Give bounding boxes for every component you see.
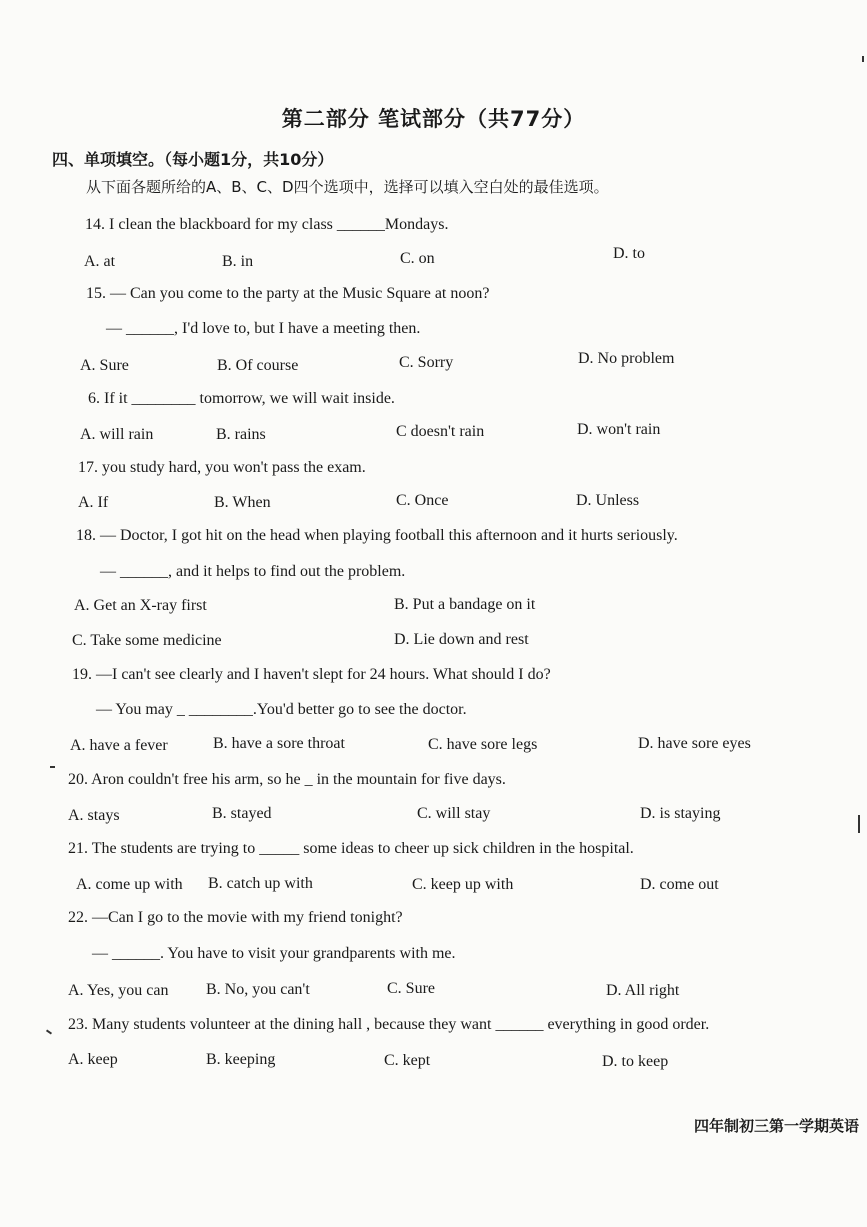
option-b: B. in: [222, 253, 254, 270]
option-a: A. Get an X-ray first: [74, 597, 207, 614]
option-c: C. kept: [384, 1052, 431, 1069]
option-c: C. will stay: [417, 805, 491, 822]
option-b: B. Of course: [217, 357, 299, 374]
question-16: 6. If it ________ tomorrow, we will wait inside.: [88, 390, 395, 407]
option-a: A. stays: [68, 807, 120, 824]
question-15: 15. — Can you come to the party at the Music Square at noon?: [86, 285, 490, 302]
option-b: B. rains: [216, 426, 266, 443]
option-b: B. have a sore throat: [213, 735, 345, 752]
question-19-reply: — You may _ ________.You'd better go to see the doctor.: [96, 701, 467, 718]
option-a: A. at: [84, 253, 116, 270]
question-15-reply: — ______, I'd love to, but I have a meeting then.: [106, 320, 421, 337]
option-c: C. Sure: [387, 980, 435, 997]
scan-mark: [50, 766, 55, 768]
question-18-reply: — ______, and it helps to find out the problem.: [100, 563, 406, 580]
option-d: D. All right: [606, 982, 680, 999]
option-b: B. stayed: [212, 805, 272, 822]
option-c: C. on: [400, 250, 435, 267]
option-d: D. come out: [640, 876, 719, 893]
option-b: B. Put a bandage on it: [394, 596, 536, 613]
option-a: A. Sure: [80, 357, 129, 374]
option-a: A. Yes, you can: [68, 982, 169, 999]
question-22: 22. —Can I go to the movie with my friend tonight?: [68, 909, 403, 926]
option-d: D. to keep: [602, 1053, 669, 1070]
option-a: A. will rain: [80, 426, 154, 443]
option-c: C. have sore legs: [428, 736, 538, 753]
option-d: D. Unless: [576, 492, 640, 509]
scan-mark: [862, 56, 864, 62]
option-c: C. keep up with: [412, 876, 514, 893]
option-b: B. catch up with: [208, 875, 313, 892]
option-c: C. Sorry: [399, 354, 454, 371]
option-c: C. Once: [396, 492, 449, 509]
option-a: A. If: [78, 494, 109, 511]
option-b: B. When: [214, 494, 271, 511]
option-b: B. No, you can't: [206, 981, 310, 998]
option-c: C doesn't rain: [396, 423, 485, 440]
option-c: C. Take some medicine: [72, 632, 222, 649]
option-d: D. to: [613, 245, 645, 262]
option-d: D. have sore eyes: [638, 735, 751, 752]
option-d: D. Lie down and rest: [394, 631, 529, 648]
question-21: 21. The students are trying to _____ some ideas to cheer up sick children in the hospital.: [68, 840, 634, 857]
option-d: D. won't rain: [577, 421, 661, 438]
question-18: 18. — Doctor, I got hit on the head when playing football this afternoon and it hurts seriously.: [76, 527, 678, 544]
question-17: 17. you study hard, you won't pass the exam.: [78, 459, 366, 476]
option-a: A. come up with: [76, 876, 183, 893]
page-footer: 四年制初三第一学期英语: [693, 1117, 859, 1135]
scan-mark: [46, 1029, 52, 1034]
question-19: 19. —I can't see clearly and I haven't slept for 24 hours. What should I do?: [72, 666, 551, 683]
option-b: B. keeping: [206, 1051, 276, 1068]
question-22-reply: — ______. You have to visit your grandparents with me.: [92, 945, 456, 962]
question-14: 14. I clean the blackboard for my class ______Mondays.: [85, 216, 449, 233]
option-d: D. No problem: [578, 350, 675, 367]
question-23: 23. Many students volunteer at the dining hall , because they want ______ everything in good order.: [68, 1016, 710, 1033]
question-20: 20. Aron couldn't free his arm, so he _ in the mountain for five days.: [68, 771, 506, 788]
scan-mark: [858, 815, 860, 833]
section-instruction: 从下面各题所给的A、B、C、D四个选项中，选择可以填入空白处的最佳选项。: [86, 178, 609, 196]
page-title: 第二部分 笔试部分（共77分）: [281, 107, 586, 131]
option-a: A. keep: [68, 1051, 118, 1068]
option-a: A. have a fever: [70, 737, 168, 754]
section-heading: 四、单项填空。（每小题1分，共10分）: [52, 150, 334, 169]
option-d: D. is staying: [640, 805, 721, 822]
